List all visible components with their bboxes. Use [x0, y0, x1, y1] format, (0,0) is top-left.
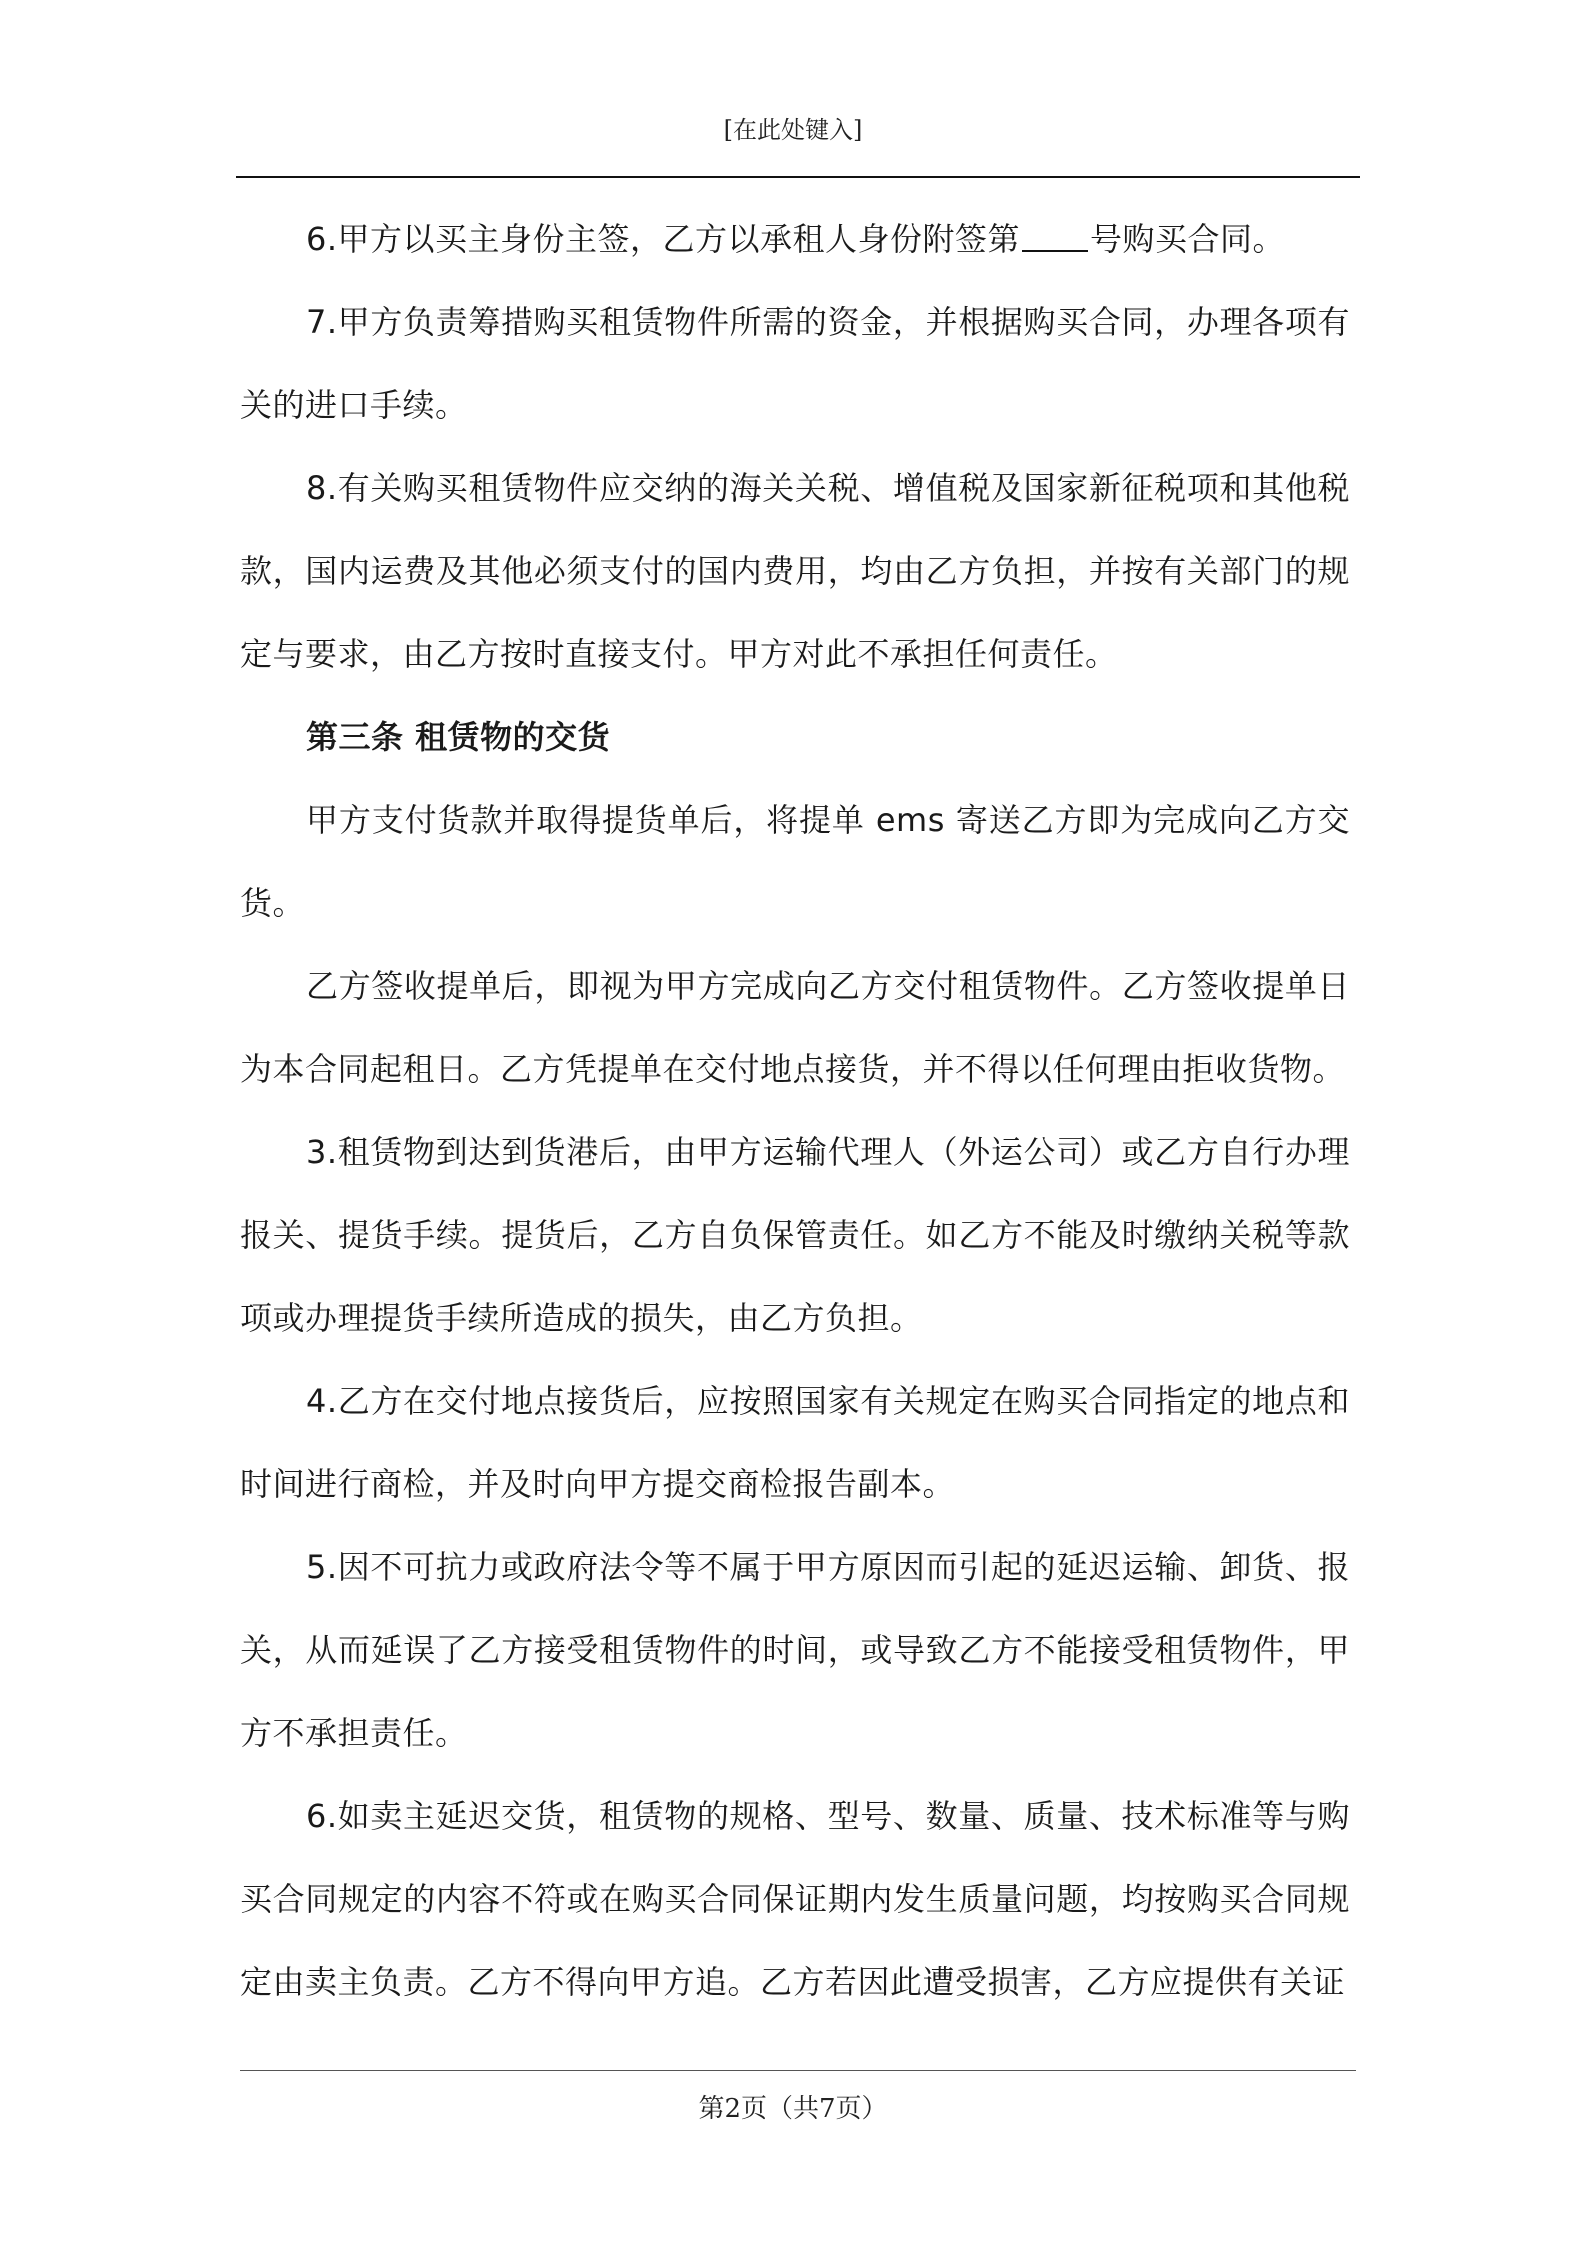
- delivery-receipt: 乙方签收提单后，即视为甲方完成向乙方交付租赁物件。乙方签收提单日为本合同起租日。乙方凭提单在交付地点接货，并不得以任何理由拒收货物。: [240, 967, 1350, 1088]
- clause-7-funding: 7.甲方负责筹措购买租赁物件所需的资金，并根据购买合同，办理各项有关的进口手续。: [240, 303, 1350, 424]
- footer-divider: [240, 2070, 1356, 2071]
- clause-6-text-after: 号购买合同。: [1090, 220, 1286, 258]
- clause-3-customs: 3.租赁物到达到货港后，由甲方运输代理人（外运公司）或乙方自行办理报关、提货手续。提货后，乙方自负保管责任。如乙方不能及时缴纳关税等款项或办理提货手续所造成的损失，由乙方负担。: [240, 1133, 1350, 1337]
- page-number: 第2页（共7页）: [698, 2094, 888, 2124]
- header-divider: [236, 176, 1360, 178]
- contract-number-blank: [1022, 220, 1088, 252]
- delivery-bill-of-lading: 甲方支付货款并取得提货单后，将提单 ems 寄送乙方即为完成向乙方交货。: [240, 801, 1350, 922]
- clause-5-force-majeure: 5.因不可抗力或政府法令等不属于甲方原因而引起的延迟运输、卸货、报关，从而延误了乙方接受租赁物件的时间，或导致乙方不能接受租赁物件，甲方不承担责任。: [240, 1548, 1350, 1752]
- clause-6-purchase-signing: [240, 198, 1350, 281]
- page-header: [在此处键入]: [723, 116, 863, 144]
- document-body: [240, 198, 1350, 2024]
- clause-4-inspection: 4.乙方在交付地点接货后，应按照国家有关规定在购买合同指定的地点和时间进行商检，并及时向甲方提交商检报告副本。: [240, 1382, 1350, 1503]
- clause-6-text-before: 6.甲方以买主身份主签，乙方以承租人身份附签第: [306, 220, 1021, 258]
- clause-8-taxes: 8.有关购买租赁物件应交纳的海关关税、增值税及国家新征税项和其他税款，国内运费及其他必须支付的国内费用，均由乙方负担，并按有关部门的规定与要求，由乙方按时直接支付。甲方对此不承担任何责任。: [240, 469, 1350, 673]
- section-heading-delivery: 第三条 租赁物的交货: [306, 718, 611, 756]
- clause-6-seller-delay: 6.如卖主延迟交货，租赁物的规格、型号、数量、质量、技术标准等与购买合同规定的内容不符或在购买合同保证期内发生质量问题，均按购买合同规定由卖主负责。乙方不得向甲方追。乙方若因此遭受损害，乙方应提供有关证: [240, 1797, 1350, 2001]
